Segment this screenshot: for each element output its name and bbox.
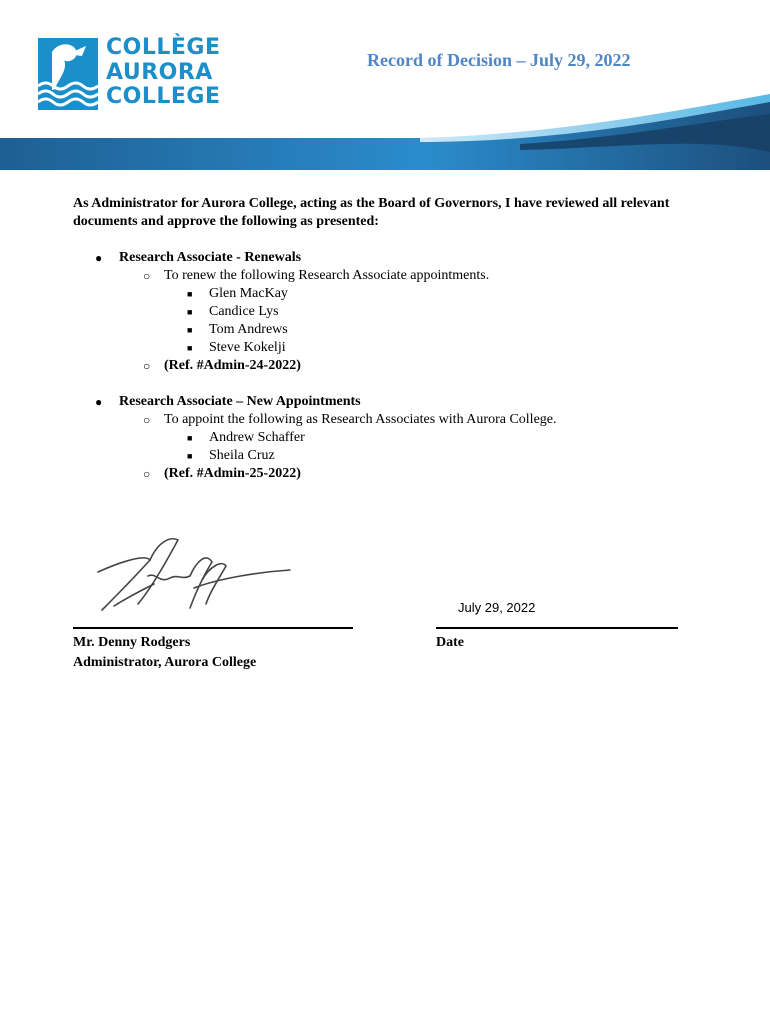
signer-block [73,633,256,673]
bullet-square-icon: ■ [187,343,193,353]
signer-title: Administrator, Aurora College [73,655,257,670]
reference-number: (Ref. #Admin-25-2022) [164,466,301,481]
section-description: To renew the following Research Associate appointments. [164,268,490,283]
section-heading: Research Associate - Renewals [119,250,302,265]
bullet-square-icon: ■ [187,325,193,335]
section-description: To appoint the following as Research Associates with Aurora College. [164,412,557,427]
signer-name: Mr. Denny Rodgers [73,635,191,650]
bullet-square-icon: ■ [187,307,193,317]
bullet-square-icon: ■ [187,433,193,443]
logo-line-3: COLLEGE [106,84,221,109]
signature-date: July 29, 2022 [458,600,536,615]
bullet-circle-icon: ○ [143,467,151,481]
logo-line-2: AURORA [106,59,213,85]
list-item: Steve Kokelji [209,340,286,355]
reference-number: (Ref. #Admin-24-2022) [164,358,301,373]
date-label: Date [436,635,464,650]
bullet-disc-icon: ● [95,251,103,265]
list-item: Tom Andrews [209,322,288,337]
list-item: Sheila Cruz [209,448,275,463]
logo-line-1: COLLÈGE [106,35,221,60]
header-banner [0,92,770,170]
bullet-circle-icon: ○ [143,359,151,373]
bullet-circle-icon: ○ [143,269,151,283]
list-item: Glen MacKay [209,286,288,301]
section-heading: Research Associate – New Appointments [119,394,361,409]
date-line [436,627,678,629]
intro-paragraph: As Administrator for Aurora College, acting as the Board of Governors, I have reviewed all relevant documents and approve the following as presented: [73,196,670,229]
handwritten-signature [90,532,300,617]
document-title: Record of Decision – July 29, 2022 [367,50,631,70]
list-item: Candice Lys [209,304,279,319]
bullet-disc-icon: ● [95,395,103,409]
bullet-circle-icon: ○ [143,413,151,427]
list-item: Andrew Schaffer [209,430,305,445]
signature-line [73,627,353,629]
bullet-square-icon: ■ [187,289,193,299]
bullet-square-icon: ■ [187,451,193,461]
